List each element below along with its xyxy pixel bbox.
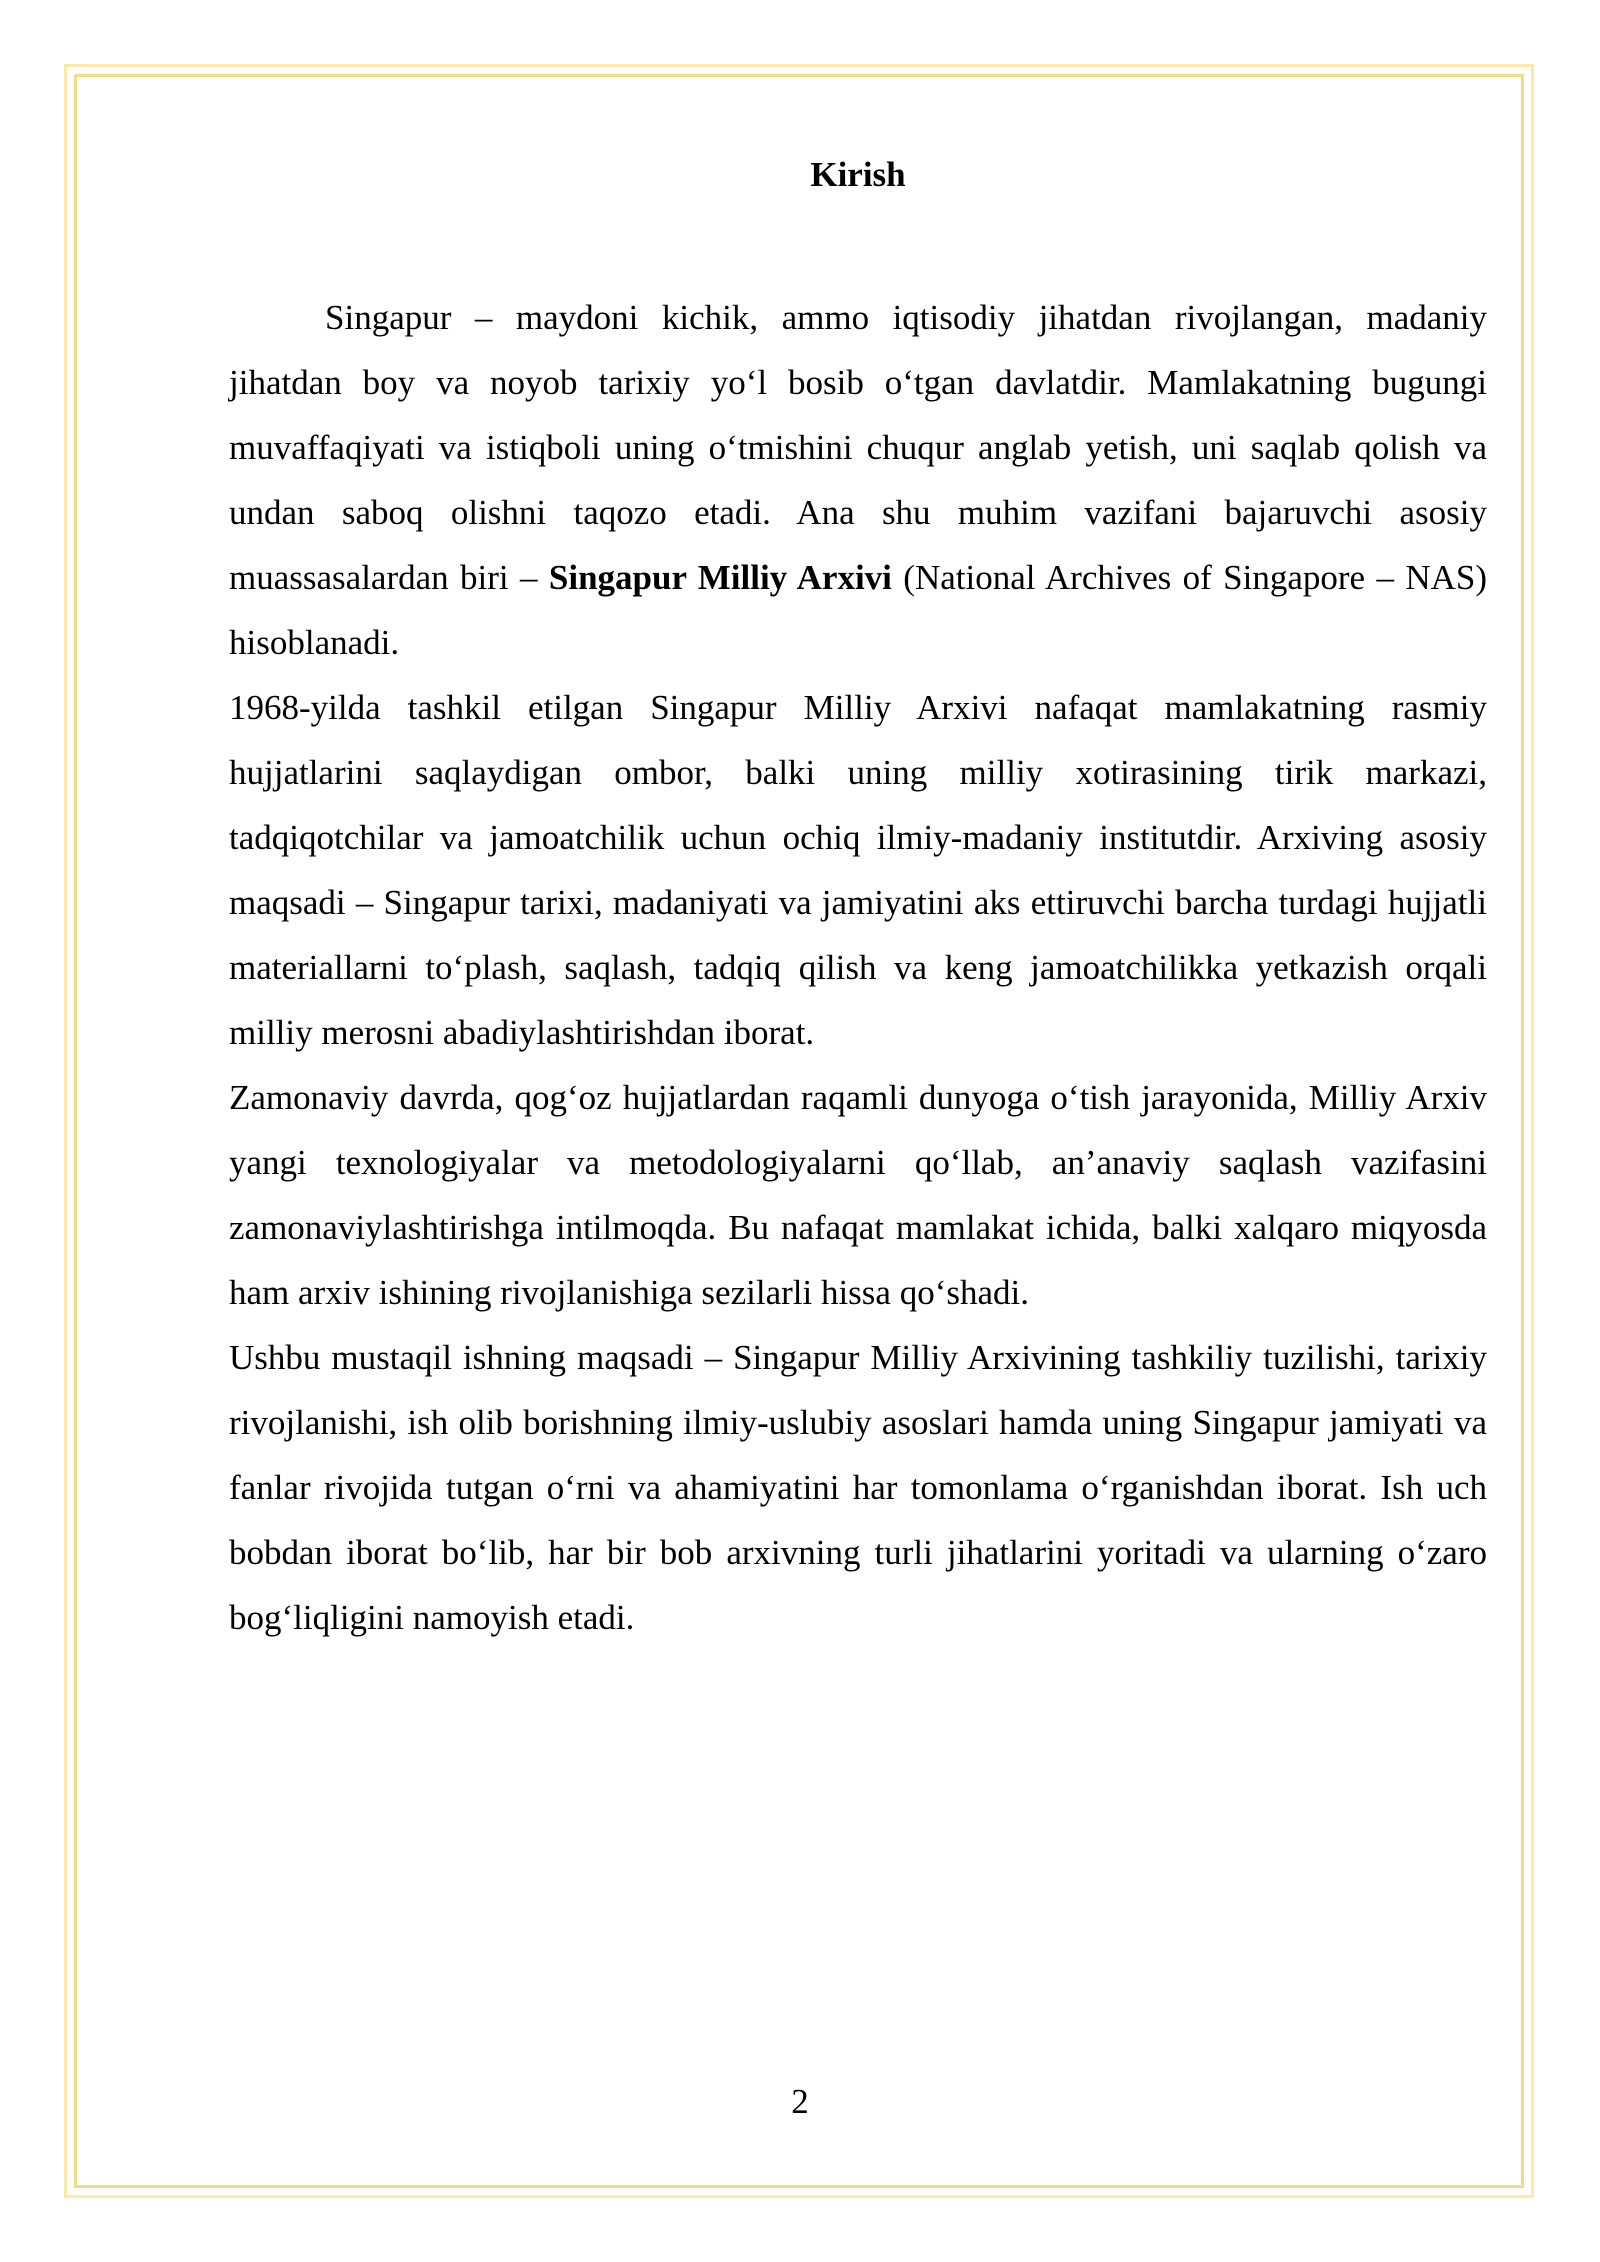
- paragraph-intro-text-end: (National Archives of Singapore – NAS) hisoblanadi.: [229, 558, 1488, 662]
- page-number: 2: [791, 2082, 809, 2121]
- paragraph-history: 1968-yilda tashkil etilgan Singapur Milliy Arxivi nafaqat mamlakatning rasmiy hujjatlarini saqlaydigan ombor, balki uning milliy xotirasining tirik markazi, tadqiqotchilar va jamoatchilik uchun ochiq ilmiy-madaniy institutdir. Arxiving asosiy maqsadi – Singapur tarixi, madaniyati va jamiyatini aks ettiruvchi barcha turdagi hujjatli materiallarni to‘plash, saqlash, tadqiq qilish va keng jamoatchilikka yetkazish orqali milliy merosni abadiylashtirishdan iborat.: [229, 688, 1487, 1052]
- paragraph-modern-era: Zamonaviy davrda, qog‘oz hujjatlardan raqamli dunyoga o‘tish jarayonida, Milliy Arxiv yangi texnologiyalar va metodologiyalarni qo‘llab, an’anaviy saqlash vazifasini zamonaviylashtirishga intilmoqda. Bu nafaqat mamlakat ichida, balki xalqaro miqyosda ham arxiv ishining rivojlanishiga sezilarli hissa qo‘shadi.: [229, 1078, 1487, 1312]
- paragraph-goal: Ushbu mustaqil ishning maqsadi – Singapur Milliy Arxivining tashkiliy tuzilishi, tarixiy rivojlanishi, ish olib borishning ilmiy-uslubiy asoslari hamda uning Singapur jamiyati va fanlar rivojida tutgan o‘rni va ahamiyatini har tomonlama o‘rganishdan iborat. Ish uch bobdan iborat bo‘lib, har bir bob arxivning turli jihatlarini yoritadi va ularning o‘zaro bog‘liqligini namoyish etadi.: [229, 1338, 1487, 1637]
- paragraph-intro-bold-term: Singapur Milliy Arxivi: [548, 558, 892, 597]
- page-content: [229, 145, 1487, 1650]
- page-title: Kirish: [810, 155, 906, 194]
- paragraph-intro: [229, 285, 1487, 675]
- paragraph-intro-text-start: Singapur – maydoni kichik, ammo iqtisodiy jihatdan rivojlangan, madaniy jihatdan boy va noyob tarixiy yo‘l bosib o‘tgan davlatdir. Mamlakatning bugungi muvaffaqiyati va istiqboli uning o‘tmishini chuqur anglab yetish, uni saqlab qolish va undan saboq olishni taqozo etadi. Ana shu muhim vazifani bajaruvchi asosiy muassasalardan biri –: [229, 298, 1487, 597]
